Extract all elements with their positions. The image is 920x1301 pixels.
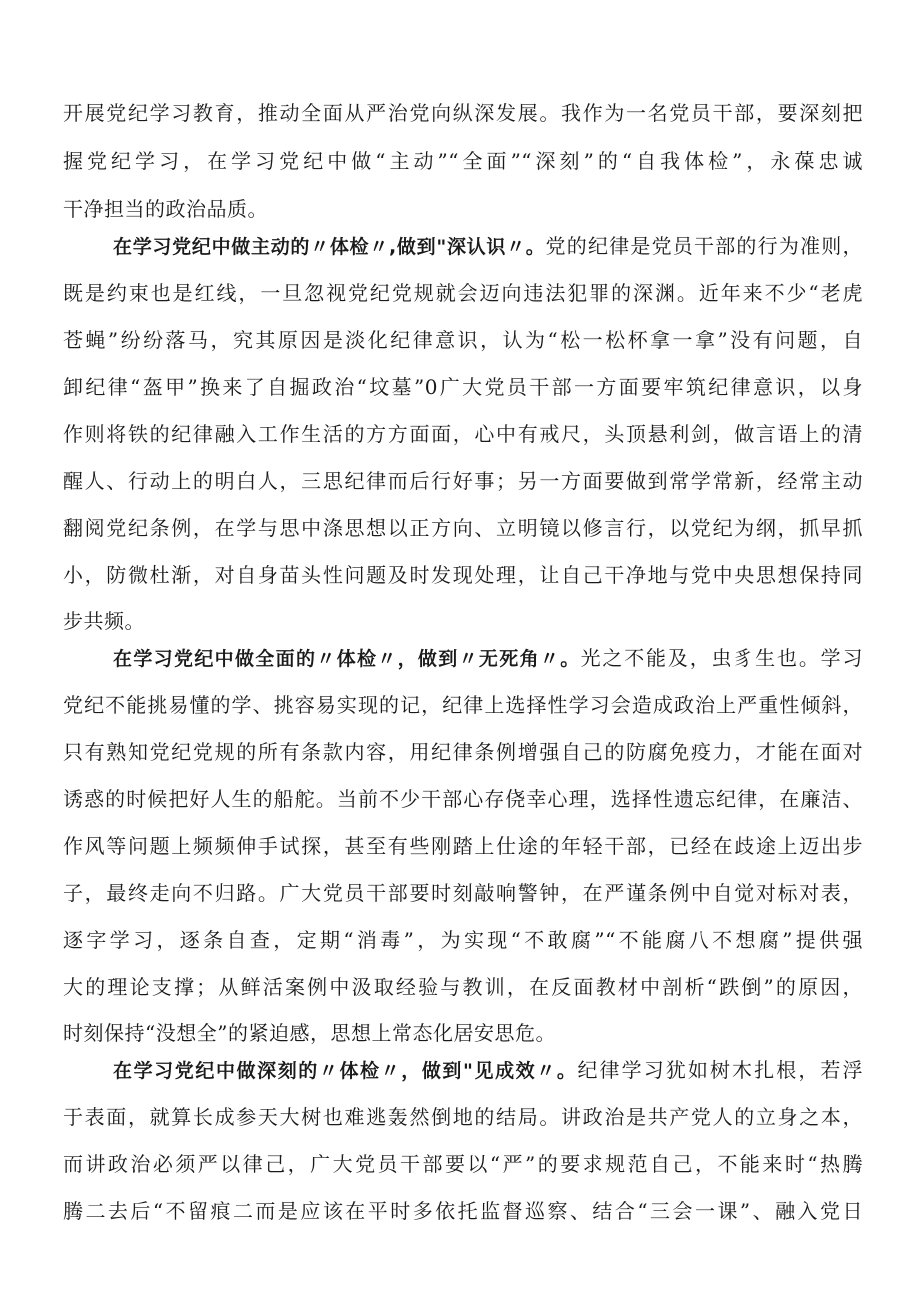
section-2-line-8: 大的理论支撑；从鲜活案例中汲取经验与教训，在反面教材中剖析“跌倒”的原因， — [63, 975, 863, 999]
section-3-line-4: 腾二去后“不留痕二而是应该在平时多依托监督巡察、结合“三会一课”、融入党日 — [63, 1199, 863, 1223]
section-2-line-5: 作风等问题上频频伸手试探，甚至有些刚踏上仕途的年轻干部，已经在歧途上迈出步 — [63, 834, 863, 858]
section-1-line-6: 醒人、行动上的明白人，三思纪律而后行好事；另一方面要做到常学常新，经常主动 — [63, 469, 863, 493]
section-1-line-2: 既是约束也是红线，一旦忽视党纪党规就会迈向违法犯罪的深渊。近年来不少“老虎 — [63, 281, 863, 305]
section-3-heading: 在学习党纪中做深刻的〃体检〃，做到"见成效〃。 — [113, 1060, 578, 1082]
section-2-line-7: 逐字学习，逐条自查，定期“消毒”，为实现“不敢腐”“不能腐八不想腐”提供强 — [63, 928, 863, 952]
section-3-first-line — [113, 1056, 863, 1084]
section-1-line-8: 小，防微杜渐，对自身苗头性问题及时发现处理，让自己干净地与党中央思想保持同 — [63, 563, 863, 587]
section-2-line-4: 诱惑的时候把好人生的船舵。当前不少干部心存侥幸心理，选择性遗忘纪律，在廉洁、 — [63, 787, 863, 811]
section-2-line-1: 光之不能及，虫豸生也。学习 — [580, 646, 863, 670]
section-1-line-1: 党的纪律是党员干部的行为准则， — [545, 234, 863, 258]
section-1-line-7: 翻阅党纪条例，在学与思中涤思想以正方向、立明镜以修言行，以党纪为纲，抓早抓 — [63, 516, 863, 540]
section-3-line-3: 而讲政治必须严以律己，广大党员干部要以“严”的要求规范自己，不能来时“热腾 — [63, 1152, 863, 1176]
section-2-first-line — [113, 644, 863, 672]
section-1-line-5: 作则将铁的纪律融入工作生活的方方面面，心中有戒尺，头顶悬利剑，做言语上的清 — [63, 422, 863, 446]
section-2-line-3: 只有熟知党纪党规的所有条款内容，用纪律条例增强自己的防腐免疫力，才能在面对 — [63, 740, 863, 764]
intro-line-3: 干净担当的政治品质。 — [63, 197, 268, 221]
section-1-line-4: 卸纪律“盔甲”换来了自掘政治“坟墓”0广大党员干部一方面要牢筑纪律意识，以身 — [63, 375, 863, 399]
section-2-heading: 在学习党纪中做全面的〃体检〃，做到〃无死角〃。 — [113, 648, 581, 670]
section-2-line-2: 党纪不能挑易懂的学、挑容易实现的记，纪律上选择性学习会造成政治上严重性倾斜， — [63, 693, 863, 717]
section-1-heading: 在学习党纪中做主动的〃体检〃,做到"深认识〃。 — [113, 236, 546, 258]
section-1-first-line — [113, 232, 863, 260]
section-2-line-6: 子，最终走向不归路。广大党员干部要时刻敲响警钟，在严谨条例中自觉对标对表， — [63, 881, 863, 905]
section-2-line-9: 时刻保持“没想全”的紧迫感，思想上常态化居安思危。 — [63, 1021, 556, 1045]
section-1-line-9: 步共频。 — [63, 609, 145, 633]
section-3-line-2: 于表面，就算长成参天大树也难逃轰然倒地的结局。讲政治是共产党人的立身之本， — [63, 1105, 863, 1129]
section-3-line-1: 纪律学习犹如树木扎根，若浮 — [577, 1058, 863, 1082]
section-1-line-3: 苍蝇”纷纷落马，究其原因是淡化纪律意识，认为“松一松杯拿一拿”没有问题，自 — [63, 328, 863, 352]
intro-line-2: 握党纪学习，在学习党纪中做“主动”“全面”“深刻”的“自我体检”，永葆忠诚 — [63, 149, 863, 173]
intro-line-1: 开展党纪学习教育，推动全面从严治党向纵深发展。我作为一名党员干部，要深刻把 — [63, 101, 863, 125]
